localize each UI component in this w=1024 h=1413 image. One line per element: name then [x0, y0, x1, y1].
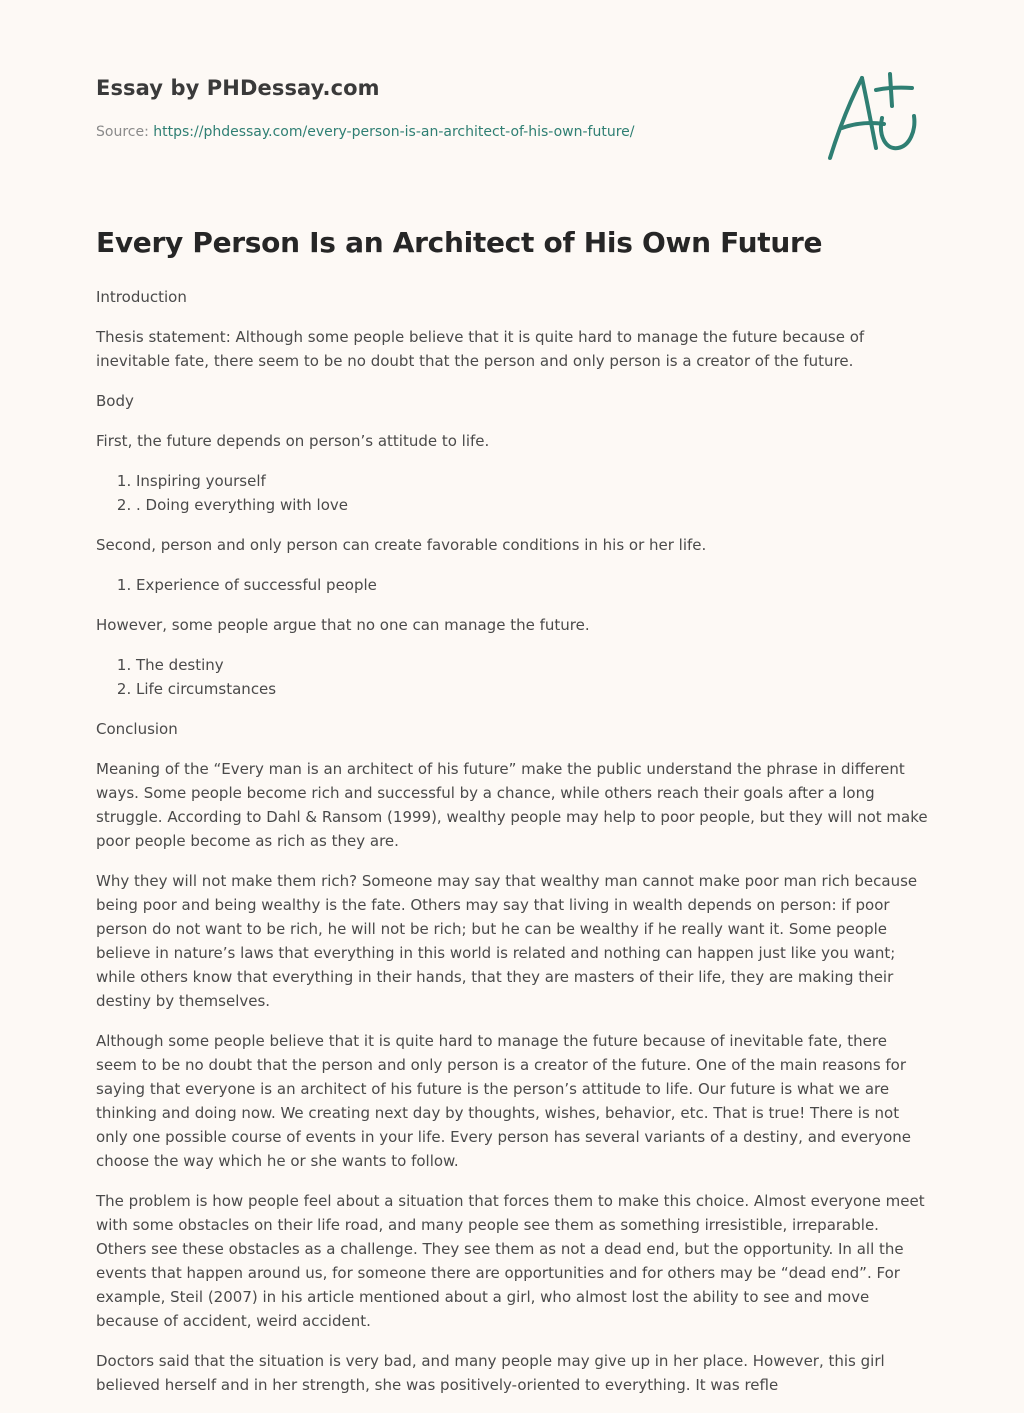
source-line	[96, 124, 635, 140]
point-2: Second, person and only person can create favorable conditions in his or her life.	[96, 536, 707, 554]
list-item: 2. . Doing everything with love	[136, 493, 932, 517]
list-item: 1. The destiny	[136, 653, 932, 677]
paragraph: Meaning of the “Every man is an architect of his future” make the public understand the phrase in different ways. Some people become rich and successful by a chance, while others reach their goals after a long struggle. According to Dahl & Ransom (1999), wealthy people may help to poor people, but they will not make poor people become as rich as they are.	[96, 760, 928, 850]
source-label: Source:	[96, 124, 154, 140]
list-item: 1. Experience of successful people	[136, 573, 932, 597]
point-1-list	[96, 469, 932, 517]
body-heading: Body	[96, 392, 134, 410]
paragraph: Why they will not make them rich? Someone may say that wealthy man cannot make poor man rich because being poor and being wealthy is the fate. Others may say that living in wealth depends on person: if poor person do not want to be rich, he will not be rich; but he can be wealthy if he really want it. Some people believe in nature’s laws that everything in this world is related and nothing can happen just like you want; while others know that everything in their hands, that they are masters of their life, they are making their destiny by themselves.	[96, 872, 918, 1010]
intro-heading: Introduction	[96, 288, 187, 306]
site-brand: Essay by PHDessay.com	[96, 76, 380, 100]
paragraph: The problem is how people feel about a situation that forces them to make this choice. Almost everyone meet with some obstacles on their life road, and many people see them as something irresistible, irreparable. Others see these obstacles as a challenge. They see them as not a dead end, but the opportunity. In all the events that happen around us, for someone there are opportunities and for others may be “dead end”. For example, Steil (2007) in his article mentioned about a girl, who almost lost the ability to see and move because of accident, weird accident.	[96, 1192, 925, 1330]
essay-content	[96, 285, 932, 1413]
point-3-list	[96, 653, 932, 701]
list-item: 1. Inspiring yourself	[136, 469, 932, 493]
paragraph: Doctors said that the situation is very bad, and many people may give up in her place. However, this girl believed herself and in her strength, she was positively-oriented to everything. It was refle	[96, 1352, 885, 1394]
point-1: First, the future depends on person’s attitude to life.	[96, 432, 490, 450]
essay-title: Every Person Is an Architect of His Own Future	[96, 226, 823, 259]
point-3: However, some people argue that no one can manage the future.	[96, 616, 590, 634]
thesis-statement: Thesis statement: Although some people believe that it is quite hard to manage the future because of inevitable fate, there seem to be no doubt that the person and only person is a creator of the future.	[96, 328, 865, 370]
point-2-list	[96, 573, 932, 597]
list-item: 2. Life circumstances	[136, 677, 932, 701]
a-plus-logo-icon	[820, 66, 930, 166]
conclusion-heading: Conclusion	[96, 720, 178, 738]
paragraph: Although some people believe that it is quite hard to manage the future because of inevitable fate, there seem to be no doubt that the person and only person is a creator of the future. One of the main reasons for saying that everyone is an architect of his future is the person’s attitude to life. Our future is what we are thinking and doing now. We creating next day by thoughts, wishes, behavior, etc. That is true! There is not only one possible course of events in your life. Every person has several variants of a destiny, and everyone choose the way which he or she wants to follow.	[96, 1032, 911, 1170]
source-link[interactable]: https://phdessay.com/every-person-is-an-architect-of-his-own-future/	[153, 124, 635, 140]
